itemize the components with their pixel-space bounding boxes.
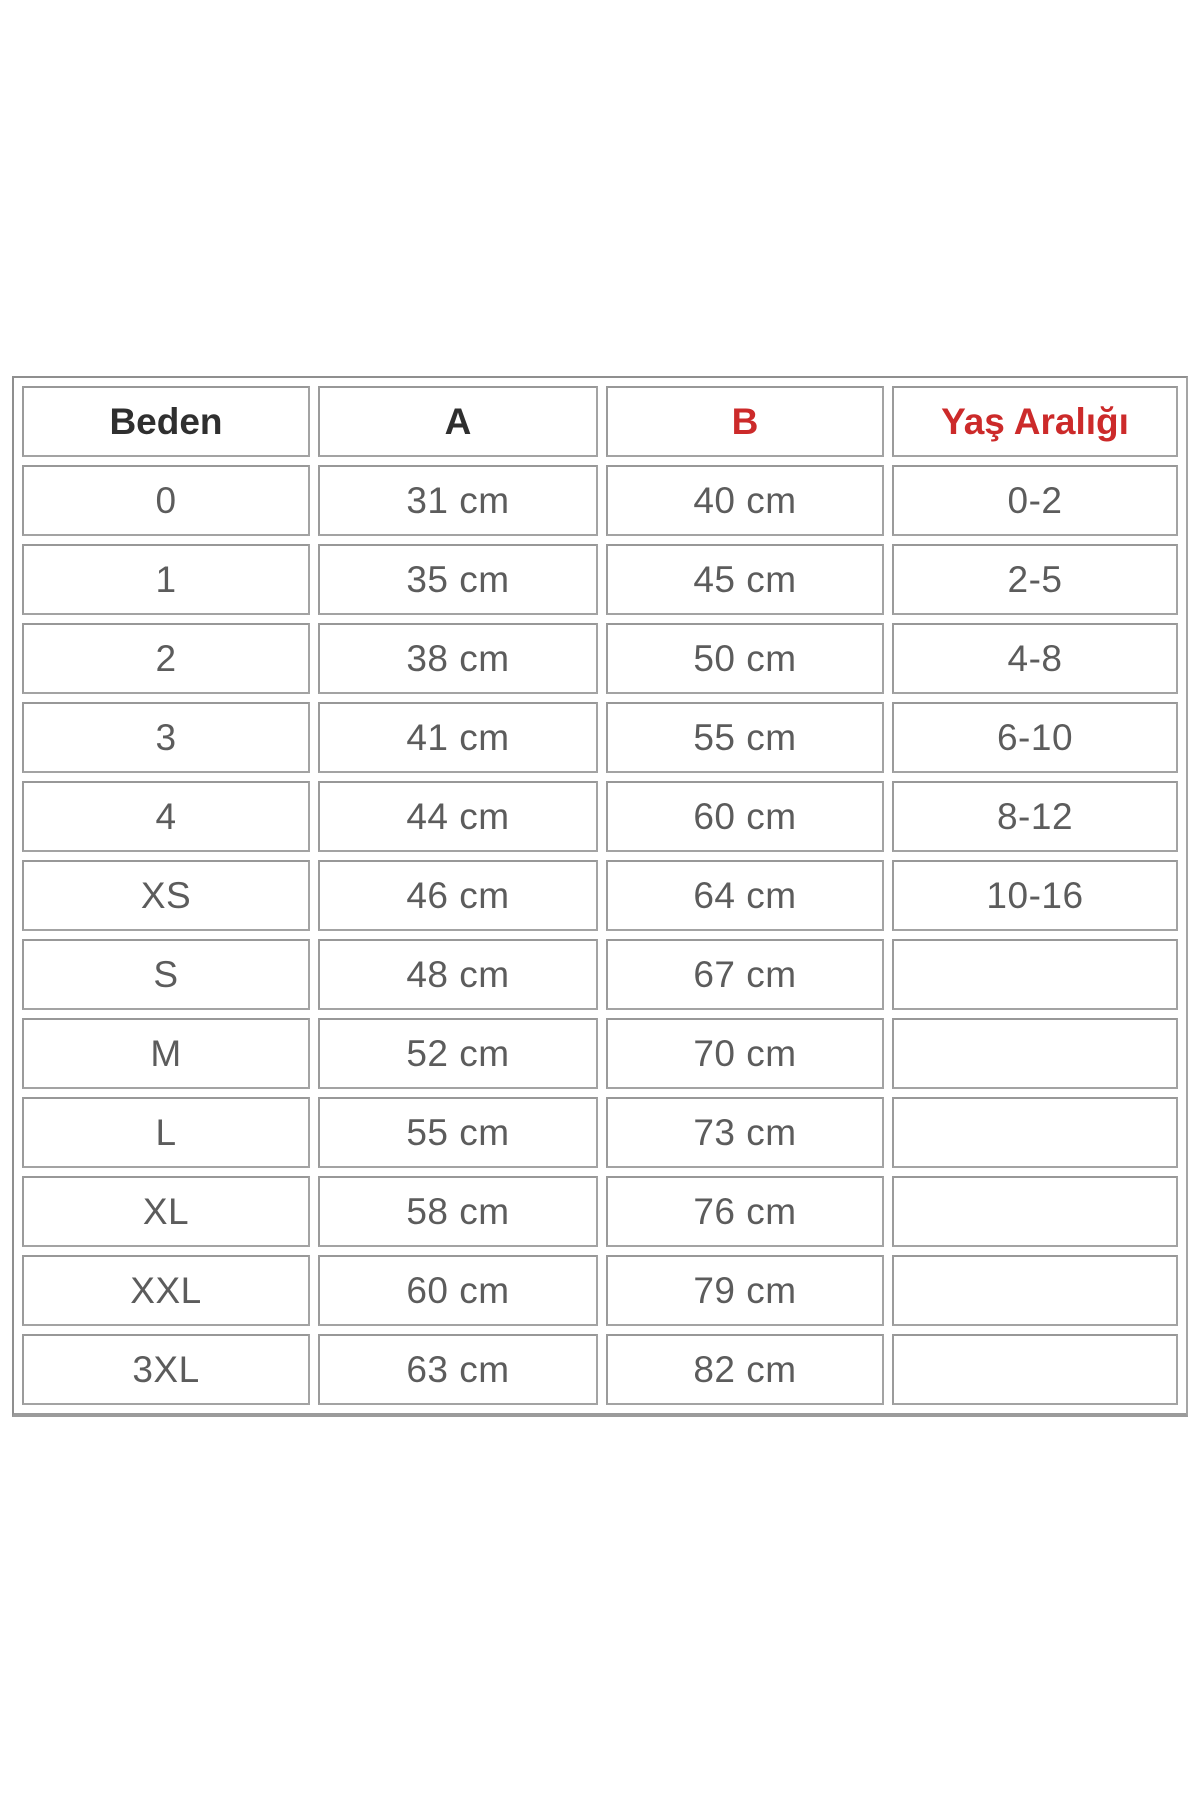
cell-beden: XS [22,860,310,931]
cell-b: 45 cm [606,544,884,615]
cell-b: 60 cm [606,781,884,852]
cell-b: 67 cm [606,939,884,1010]
cell-beden: 3XL [22,1334,310,1405]
cell-b: 73 cm [606,1097,884,1168]
cell-yas-araligi: 2-5 [892,544,1178,615]
cell-a: 48 cm [318,939,598,1010]
cell-b: 76 cm [606,1176,884,1247]
cell-b: 64 cm [606,860,884,931]
column-header-b: B [606,386,884,457]
cell-beden: 4 [22,781,310,852]
cell-b: 82 cm [606,1334,884,1405]
cell-beden: 1 [22,544,310,615]
cell-a: 63 cm [318,1334,598,1405]
cell-beden: 2 [22,623,310,694]
size-chart-header [22,386,1178,457]
table-row [22,702,1178,773]
table-row [22,1334,1178,1405]
cell-beden: L [22,1097,310,1168]
cell-b: 70 cm [606,1018,884,1089]
cell-a: 60 cm [318,1255,598,1326]
cell-b: 79 cm [606,1255,884,1326]
table-row [22,623,1178,694]
table-row [22,1097,1178,1168]
cell-a: 52 cm [318,1018,598,1089]
cell-beden: S [22,939,310,1010]
table-row [22,544,1178,615]
table-row [22,1018,1178,1089]
table-row [22,860,1178,931]
cell-a: 55 cm [318,1097,598,1168]
cell-yas-araligi: 6-10 [892,702,1178,773]
table-row [22,1176,1178,1247]
cell-a: 31 cm [318,465,598,536]
cell-yas-araligi: 0-2 [892,465,1178,536]
cell-beden: 3 [22,702,310,773]
cell-beden: 0 [22,465,310,536]
cell-a: 35 cm [318,544,598,615]
cell-b: 55 cm [606,702,884,773]
column-header-beden: Beden [22,386,310,457]
cell-beden: XL [22,1176,310,1247]
cell-a: 44 cm [318,781,598,852]
cell-yas-araligi [892,1255,1178,1326]
cell-a: 41 cm [318,702,598,773]
size-chart-body [22,465,1178,1405]
cell-a: 58 cm [318,1176,598,1247]
size-chart-table [12,376,1188,1417]
cell-b: 50 cm [606,623,884,694]
table-row [22,465,1178,536]
cell-beden: M [22,1018,310,1089]
header-row [22,386,1178,457]
cell-a: 38 cm [318,623,598,694]
table-row [22,939,1178,1010]
cell-yas-araligi: 8-12 [892,781,1178,852]
cell-yas-araligi: 10-16 [892,860,1178,931]
cell-yas-araligi [892,1334,1178,1405]
cell-yas-araligi [892,939,1178,1010]
cell-yas-araligi [892,1097,1178,1168]
table-row [22,1255,1178,1326]
cell-a: 46 cm [318,860,598,931]
cell-yas-araligi [892,1018,1178,1089]
column-header-yas-araligi: Yaş Aralığı [892,386,1178,457]
cell-beden: XXL [22,1255,310,1326]
table-row [22,781,1178,852]
cell-yas-araligi: 4-8 [892,623,1178,694]
column-header-a: A [318,386,598,457]
cell-b: 40 cm [606,465,884,536]
cell-yas-araligi [892,1176,1178,1247]
